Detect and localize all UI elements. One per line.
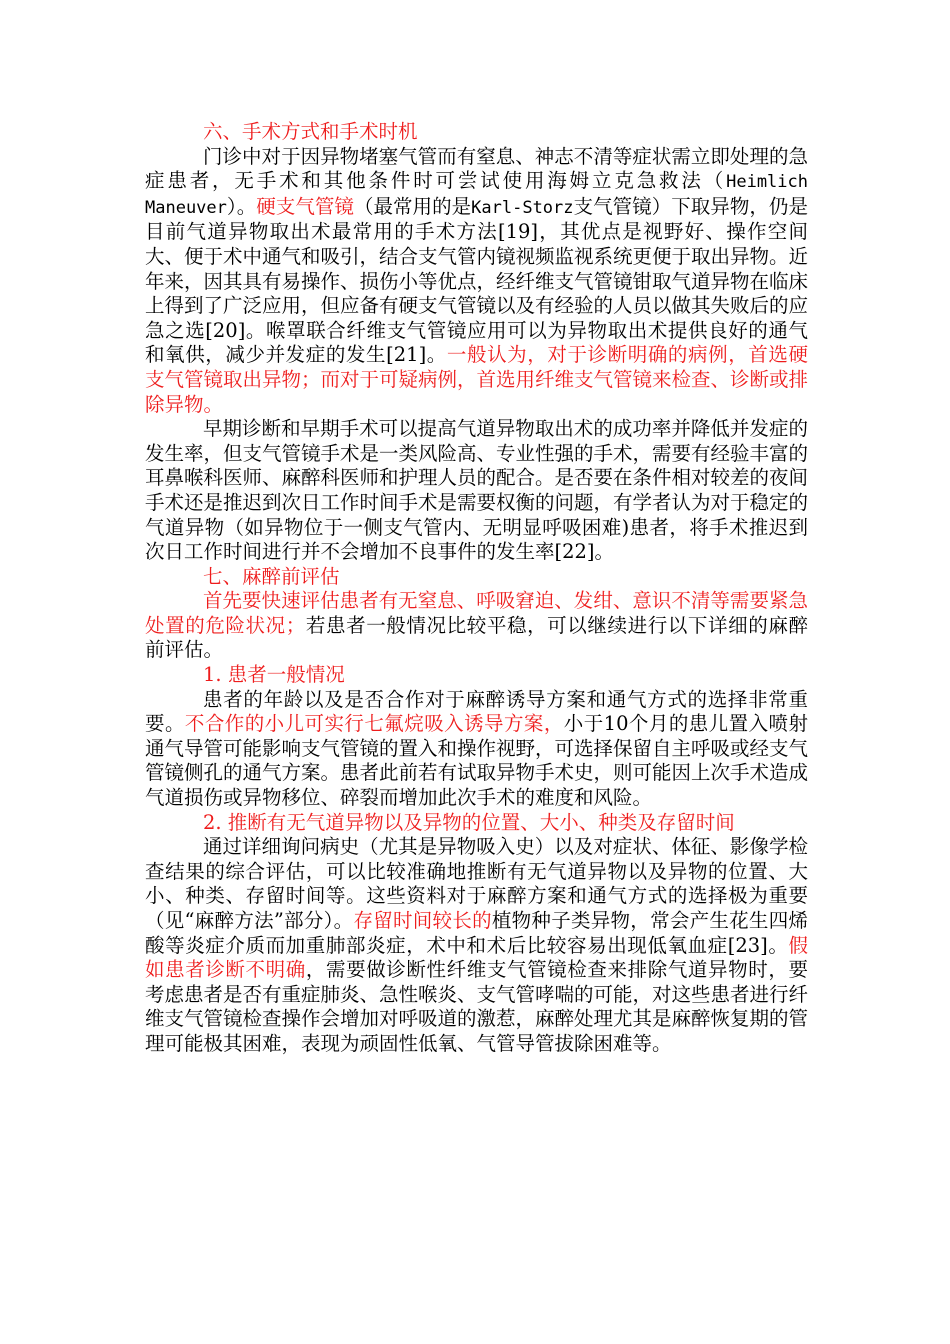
sub2-highlight-unclear-diagnosis: 假如患者诊断不明确 xyxy=(145,933,808,982)
page-content xyxy=(145,120,808,1057)
subsection-1-paragraph xyxy=(145,688,808,811)
section-6-paragraph-2: 早期诊断和早期手术可以提高气道异物取出术的成功率并降低并发症的发生率，但支气管镜手术是一类风险高、专业性强的手术，需要有经验丰富的耳鼻喉科医师、麻醉科医师和护理人员的配合。是否要在条件相对较差的夜间手术还是推迟到次日工作时间手术是需要权衡的问题，有学者认为对于稳定的气道异物（如异物位于一侧支气管内、无明显呼吸困难)患者，将手术推迟到次日工作时间进行并不会增加不良事件的发生率[22]。 xyxy=(145,417,809,564)
sub1-text-c: 小于10个月的患儿置入喷射通气导管可能影响支气管镜的置入和操作视野，可选择保留自主呼吸或经支气管镜侧孔的通气方案。患者此前若有试取异物手术史，则可能因上次手术造成气道损伤或异物移位、碎裂而增加此次手术的难度和风险。 xyxy=(145,712,809,810)
s7-p1-highlight: 首先要快速评估患者有无窒息、呼吸窘迫、发绀、意识不清等需要紧急处置的危险状况； xyxy=(145,589,808,637)
s6-p1-text-b: ）。 xyxy=(226,194,257,218)
s6-p1-highlight-rigid-bronchoscope: 硬支气管镜 xyxy=(256,194,354,218)
sub2-text-c: 植物种子类异物，常会产生花生四烯酸等炎症介质而加重肺部炎症，术中和术后比较容易出现低氧血症[23]。 xyxy=(145,909,808,957)
s6-p1-text-d: （最常用的是 xyxy=(353,194,472,218)
subsection-2-heading: 2. 推断有无气道异物以及异物的位置、大小、种类及存留时间 xyxy=(203,810,735,834)
subsection-2-paragraph xyxy=(145,835,808,1056)
section-6-heading: 六、手术方式和手术时机 xyxy=(203,120,418,143)
subsection-1-heading: 1. 患者一般情况 xyxy=(203,663,345,687)
section-7-heading: 七、麻醉前评估 xyxy=(203,564,340,588)
sub2-text-e: ，需要做诊断性纤维支气管镜检查来排除气道异物时，要考虑患者是否有重症肺炎、急性喉炎、支气管哮喘的可能，对这些患者进行纤维支气管镜检查操作会增加对呼吸道的激惹，麻醉处理尤其是麻醉恢复期的管理可能极其困难，表现为顽固性低氧、气管导管拔除困难等。 xyxy=(145,958,809,1055)
sub1-text-a: 患者的年龄以及是否合作对于麻醉诱导方案和通气方式的选择非常重要。 xyxy=(145,687,808,736)
sub2-text-a: 通过详细询问病史（尤其是异物吸入史）以及对症状、体征、影像学检查结果的综合评估，可以比较准确地推断有无气道异物以及异物的位置、大小、种类、存留时间等。这些资料对于麻醉方案和通气方式的选择极为重要（见“麻醉方法”部分）。 xyxy=(145,835,808,932)
s6-p1-heimlich: Heimlich Maneuver xyxy=(145,172,808,218)
sub2-highlight-long-retention: 存留时间较长的 xyxy=(353,909,492,932)
s6-p1-text-e: 支气管镜）下取异物，仍是目前气道异物取出术最常用的手术方法[19]，其优点是视野好、操作空间大、便于术中通气和吸引，结合支气管内镜视频监视系统更便于取出异物。近年来，因其具有易操作、损伤小等优点，经纤维支气管镜钳取气道异物在临床上得到了广泛应用，但应备有硬支气管镜以及有经验的人员以做其失败后的应急之选[20]。喉罩联合纤维支气管镜应用可以为异物取出术提供良好的通气和氧供，减少并发症的发生[21]。 xyxy=(145,194,809,367)
s6-p1-highlight-conclusion: 一般认为，对于诊断明确的病例，首选硬支气管镜取出异物；而对于可疑病例，首选用纤维支气管镜来检查、诊断或排除异物。 xyxy=(145,343,809,416)
section-6-paragraph-1 xyxy=(145,145,808,418)
s6-p1-text-a: 门诊中对于因异物堵塞气管而有窒息、神志不清等症状需立即处理的急症患者，无手术和其他条件时可尝试使用海姆立克急救法（ xyxy=(145,144,808,193)
s7-p1-text: 若患者一般情况比较平稳，可以继续进行以下详细的麻醉前评估。 xyxy=(145,613,808,662)
sub1-highlight-sevoflurane: 不合作的小儿可实行七氟烷吸入诱导方案， xyxy=(184,712,564,736)
s6-p1-karl-storz: Karl-Storz xyxy=(471,197,574,218)
section-7-paragraph-1 xyxy=(145,589,808,663)
